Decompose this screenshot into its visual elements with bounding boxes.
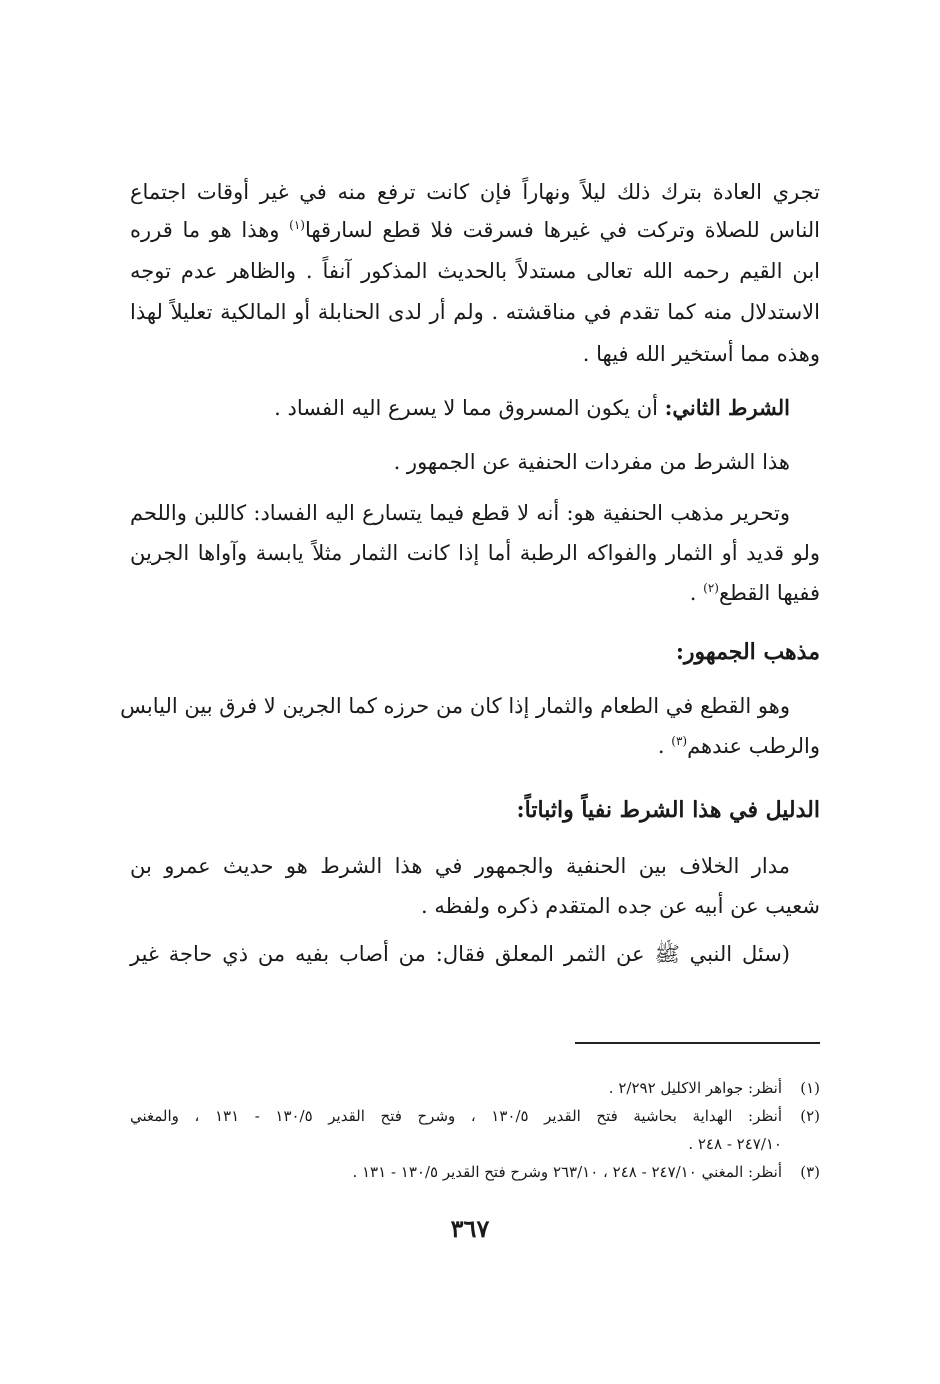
body-line-2-text: الناس للصلاة وتركت في غيرها فسرقت فلا قطع لسارقها xyxy=(304,218,821,242)
footnote-ref-1: (١) xyxy=(289,218,305,232)
dalil-line-2: شعيب عن أبيه عن جده المتقدم ذكره ولفظه . xyxy=(420,894,820,918)
body-line-1: تجري العادة بترك ذلك ليلاً ونهاراً فإن كانت ترفع منه في غير أوقات اجتماع xyxy=(130,180,820,204)
footnote-3-number: (٣) xyxy=(800,1163,820,1181)
jumhur-line-2-text: والرطب عندهم xyxy=(687,734,820,758)
footnote-1 xyxy=(609,1076,820,1100)
body-line-3: ابن القيم رحمه الله تعالى مستدلاً بالحديث المذكور آنفاً . والظاهر عدم توجه xyxy=(130,259,820,283)
condition-two-label: الشرط الثاني: xyxy=(664,395,790,420)
footnote-1-number: (١) xyxy=(800,1079,820,1097)
tahrir-line-3-end: . xyxy=(689,581,697,605)
footnote-3-text: أنظر: المغني ٢٤٧/١٠ - ٢٤٨ ، ٢٦٣/١٠ وشرح فتح القدير ١٣٠/٥ - ١٣١ . xyxy=(352,1163,782,1181)
footnote-ref-2: (٢) xyxy=(703,581,719,595)
tahrir-line-3 xyxy=(690,577,820,609)
jumhur-line-2-end: . xyxy=(657,734,665,758)
dalil-line-3: (سئل النبي ﷺ عن الثمر المعلق فقال: من أصاب بفيه من ذي حاجة غير xyxy=(130,942,790,966)
footnote-separator xyxy=(575,1042,820,1044)
tahrir-line-2: ولو قديد أو الثمار والفواكه الرطبة أما إذا كانت الثمار مثلاً يابسة وآواها الجرين xyxy=(130,541,820,565)
footnote-2-continuation: ٢٤٧/١٠ - ٢٤٨ . xyxy=(688,1135,782,1153)
footnote-3 xyxy=(352,1160,820,1184)
footnote-1-text: أنظر: جواهر الاكليل ٢/٢٩٢ . xyxy=(608,1079,782,1097)
hanafi-line: هذا الشرط من مفردات الحنفية عن الجمهور . xyxy=(393,450,790,474)
footnote-2 xyxy=(130,1104,820,1128)
footnote-ref-3: (٣) xyxy=(671,734,688,748)
tahrir-line-1: وتحرير مذهب الحنفية هو: أنه لا قطع فيما يتسارع اليه الفساد: كاللبن واللحم xyxy=(130,501,790,525)
jumhur-heading: مذهب الجمهور: xyxy=(675,639,820,665)
jumhur-line-1: وهو القطع في الطعام والثمار إذا كان من حرزه كما الجرين لا فرق بين اليابس xyxy=(120,694,790,718)
dalil-line-1: مدار الخلاف بين الحنفية والجمهور في هذا الشرط هو حديث عمرو بن xyxy=(130,854,790,878)
body-line-2 xyxy=(130,214,820,246)
tahrir-line-3-text: ففيها القطع xyxy=(718,581,820,605)
page-number: ٣٦٧ xyxy=(450,1214,490,1243)
condition-two xyxy=(274,392,790,424)
footnote-2-number: (٢) xyxy=(800,1107,821,1125)
condition-two-text: أن يكون المسروق مما لا يسرع اليه الفساد . xyxy=(274,396,658,420)
footnote-2-text: أنظر: الهداية بحاشية فتح القدير ١٣٠/٥ ، وشرح فتح القدير ١٣٠/٥ - ١٣١ ، والمغني xyxy=(130,1107,783,1125)
body-line-4: الاستدلال منه كما تقدم في مناقشته . ولم أر لدى الحنابلة أو المالكية تعليلاً لهذا xyxy=(130,300,820,324)
jumhur-line-2 xyxy=(658,730,820,762)
body-line-5: وهذه مما أستخير الله فيها . xyxy=(582,342,820,366)
body-line-2-end: وهذا هو ما قرره xyxy=(130,218,280,242)
dalil-heading: الدليل في هذا الشرط نفياً واثباتاً: xyxy=(516,797,820,823)
